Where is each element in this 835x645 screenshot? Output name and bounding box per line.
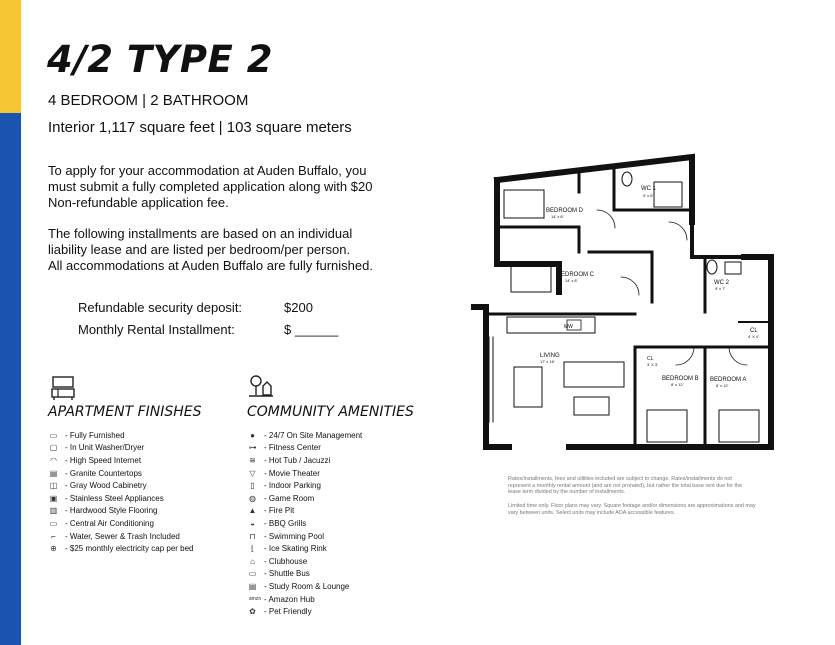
room-label: BEDROOM A <box>710 377 747 383</box>
fee-label: Refundable security deposit: <box>78 300 243 315</box>
community-icon <box>248 373 274 399</box>
room-label: BEDROOM B <box>662 376 699 382</box>
room-label: CL <box>750 328 758 334</box>
disclaimer-rates: Rates/installments, fees and utilities included are subject to change. Rates/installments do not represent a monthly rental amount (and are not prorated), but rather the total base rent due for the lease term divided by the number of installments. <box>508 476 743 496</box>
study-icon: ▤ <box>248 581 257 591</box>
list-item: ◍ - Game Room <box>249 493 315 503</box>
room-dim: 14' x 8' <box>565 278 578 283</box>
apartment-finishes-heading: APARTMENT FINISHES <box>48 404 202 420</box>
floor-plan <box>469 152 779 457</box>
room-dim: 8' x 12' <box>671 382 684 387</box>
gamepad-icon: ◍ <box>249 493 256 503</box>
list-item: amzn - Amazon Hub <box>248 594 315 604</box>
clubhouse-icon: ⌂ <box>250 556 255 566</box>
room-dim: 9' x 6' <box>643 193 654 198</box>
list-item: ✿ - Pet Friendly <box>247 605 362 618</box>
people-icon: ● <box>250 430 255 440</box>
list-item: ▤ - Granite Countertops <box>49 468 142 478</box>
room-dim: 4' X 4' <box>748 334 759 339</box>
square-footage: Interior 1,117 square feet | 103 square meters <box>48 119 352 136</box>
furniture-icon <box>50 375 76 401</box>
list-item: ▭ - Shuttle Bus <box>248 569 310 579</box>
room-dim: 8' x 12' <box>716 383 729 388</box>
room-label: BEDROOM D <box>546 208 584 214</box>
bed-bath-subtitle: 4 BEDROOM | 2 BATHROOM <box>48 92 249 109</box>
room-label: WC 1 <box>641 186 656 192</box>
countertop-icon: ▤ <box>49 468 58 478</box>
room-label: CL <box>647 356 654 362</box>
list-item: ⌂ - Clubhouse <box>247 555 362 568</box>
list-item: ◠ - High Speed Internet <box>50 455 142 465</box>
electric-icon: ⊕ <box>50 544 57 554</box>
page-title: 4/2 TYPE 2 <box>47 38 273 81</box>
theater-icon: ▽ <box>249 468 256 478</box>
security-deposit-row <box>78 300 313 315</box>
faucet-icon: ⌐ <box>51 531 56 541</box>
ac-icon: ▭ <box>49 518 58 528</box>
list-item: ◫ - Gray Wood Cabinetry <box>49 481 147 491</box>
washer-icon: ▢ <box>49 443 58 453</box>
accent-bar-yellow <box>0 0 21 113</box>
parking-icon: ▯ <box>250 481 255 491</box>
disclaimer-limited: Limited time only. Floor plans may vary. Square footage and/or dimensions are approximations and may vary between units. Select units may include ADA accessible features. <box>508 503 756 516</box>
list-item: ▯ - Indoor Parking <box>247 479 362 492</box>
grill-icon: ◒ <box>250 518 255 528</box>
room-dim: 3' X 3' <box>647 362 658 367</box>
list-item: ⊶ - Fitness Center <box>248 443 321 453</box>
list-item: ≋ - Hot Tub / Jacuzzi <box>247 454 362 467</box>
accent-bar-blue <box>0 113 21 645</box>
amazon-icon: amzn <box>248 596 262 603</box>
list-item: ◒ - BBQ Grills <box>247 517 362 530</box>
list-item: ▽ - Movie Theater <box>247 467 362 480</box>
fee-value: $ ______ <box>284 322 339 337</box>
monthly-installment-row <box>78 322 338 337</box>
pool-icon: ⊓ <box>249 531 256 541</box>
sofa-icon: ▭ <box>49 430 58 440</box>
room-dim: 17' x 16' <box>540 359 555 364</box>
installments-paragraph: The following installments are based on an individual liability lease and are listed per bedroom/per person. All accommodations at Auden Buffalo are fully furnished. <box>48 226 373 273</box>
list-item: ⌊ - Ice Skating Rink <box>247 542 362 555</box>
wifi-icon: ◠ <box>50 455 57 465</box>
fee-label: Monthly Rental Installment: <box>78 322 235 337</box>
hottub-icon: ≋ <box>249 455 256 465</box>
list-item: ▥ - Hardwood Style Flooring <box>49 506 158 516</box>
amenities-list <box>247 429 362 618</box>
list-item: ● - 24/7 On Site Management <box>247 429 362 442</box>
finishes-list <box>48 429 194 555</box>
skate-icon: ⌊ <box>250 544 255 554</box>
community-amenities-heading: COMMUNITY AMENITIES <box>247 404 414 420</box>
fire-icon: ▲ <box>248 506 257 516</box>
application-paragraph: To apply for your accommodation at Auden Buffalo, you must submit a fully completed application along with $20 Non-refundable application fee. <box>48 163 373 210</box>
list-item: ⌐ - Water, Sewer & Trash Included <box>48 530 194 543</box>
list-item: ▣ - Stainless Steel Appliances <box>49 493 164 503</box>
paw-icon: ✿ <box>249 607 256 617</box>
list-item: ▭ - Fully Furnished <box>49 430 125 440</box>
dumbbell-icon: ⊶ <box>248 443 257 453</box>
room-dim: 14' x 8' <box>551 214 564 219</box>
appliance-icon: ▣ <box>49 493 58 503</box>
list-item: ▭ - Central Air Conditioning <box>49 518 154 528</box>
list-item: ⊕ - $25 monthly electricity cap per bed <box>48 542 194 555</box>
bus-icon: ▭ <box>248 569 257 579</box>
flooring-icon: ▥ <box>49 506 58 516</box>
list-item: ▲ - Fire Pit <box>248 506 295 516</box>
room-label: WC 2 <box>714 280 729 286</box>
cabinet-icon: ◫ <box>49 481 58 491</box>
fee-value: $200 <box>284 300 313 315</box>
appliance-label: MW <box>564 324 573 330</box>
list-item: ⊓ - Swimming Pool <box>247 530 362 543</box>
list-item: ▤ - Study Room & Lounge <box>248 581 350 591</box>
list-item: ▢ - In Unit Washer/Dryer <box>49 443 145 453</box>
room-dim: 9' x 7' <box>715 286 726 291</box>
room-label: BEDROOM C <box>557 272 595 278</box>
room-label: LIVING <box>540 353 560 359</box>
